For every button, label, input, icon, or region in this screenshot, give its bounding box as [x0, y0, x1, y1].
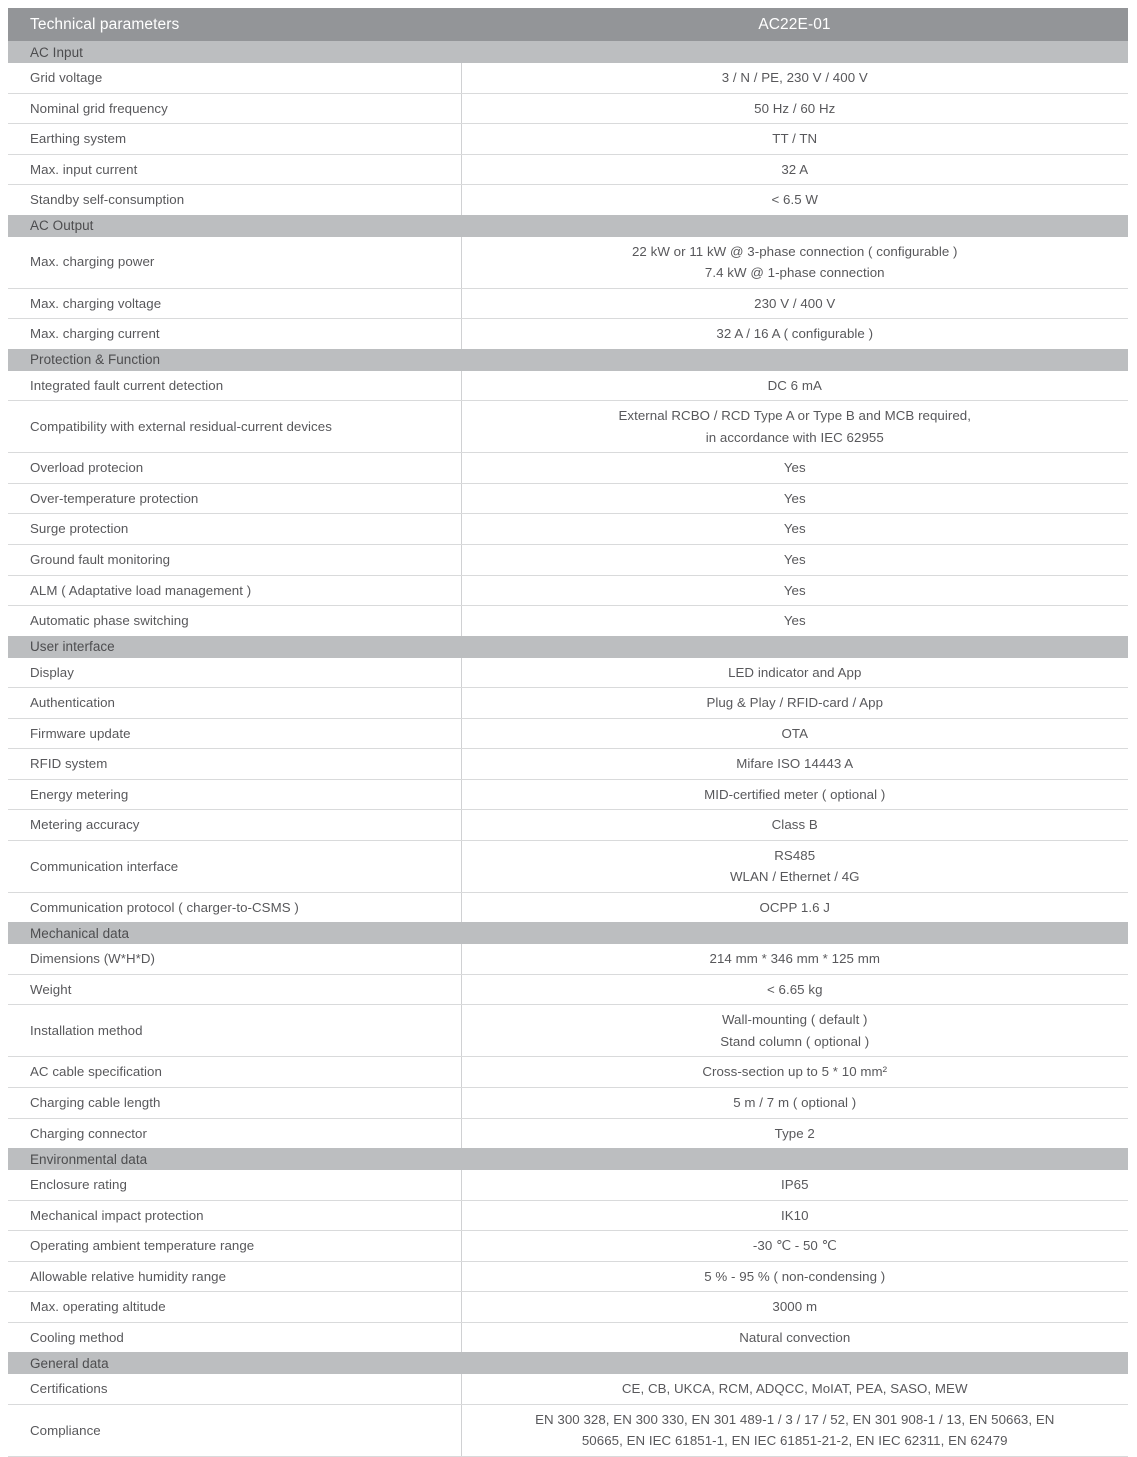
table-row — [8, 1322, 1128, 1352]
section-title: Mechanical data — [8, 922, 1128, 944]
section-header-row — [8, 922, 1128, 944]
value-cell: Yes — [461, 483, 1128, 514]
table-row — [8, 1231, 1128, 1262]
value-cell: < 6.65 kg — [461, 974, 1128, 1005]
value-line: 22 kW or 11 kW @ 3-phase connection ( configurable ) — [631, 243, 958, 259]
parameter-cell: Max. charging voltage — [8, 288, 461, 319]
table-row — [8, 658, 1128, 688]
value-cell: 5 m / 7 m ( optional ) — [461, 1088, 1128, 1119]
table-row — [8, 514, 1128, 545]
value-cell: Cross-section up to 5 * 10 mm² — [461, 1057, 1128, 1088]
header-parameter-label: Technical parameters — [8, 8, 461, 41]
table-row — [8, 718, 1128, 749]
value-cell: 3 / N / PE, 230 V / 400 V — [461, 63, 1128, 93]
value-line: Stand column ( optional ) — [720, 1033, 870, 1049]
parameter-cell: Energy metering — [8, 779, 461, 810]
value-cell — [461, 840, 1128, 892]
table-row — [8, 606, 1128, 636]
parameter-cell: Standby self-consumption — [8, 185, 461, 215]
parameter-cell: RFID system — [8, 749, 461, 780]
parameter-cell: Installation method — [8, 1005, 461, 1057]
parameter-cell: Max. charging power — [8, 237, 461, 289]
value-line: External RCBO / RCD Type A or Type B and MCB required, — [618, 408, 971, 424]
value-cell: OTA — [461, 718, 1128, 749]
value-cell: Yes — [783, 613, 806, 629]
value-line: WLAN / Ethernet / 4G — [729, 869, 860, 885]
table-row — [8, 319, 1128, 349]
value-line: EN 300 328, EN 300 330, EN 301 489-1 / 3 / 17 / 52, EN 301 908-1 / 13, EN 50663, EN — [535, 1411, 1055, 1427]
parameter-cell: Communication interface — [8, 840, 461, 892]
value-cell — [461, 237, 1128, 289]
value-line: 50665, EN IEC 61851-1, EN IEC 61851-21-2, EN IEC 62311, EN 62479 — [581, 1433, 1008, 1449]
parameter-cell: Enclosure rating — [8, 1170, 461, 1200]
section-title: AC Output — [8, 215, 1128, 237]
parameter-cell: Charging connector — [8, 1118, 461, 1148]
table-row — [8, 810, 1128, 841]
table-header-row — [8, 8, 1128, 41]
parameter-cell: Display — [8, 658, 461, 688]
value-line: in accordance with IEC 62955 — [705, 429, 884, 445]
value-cell: TT / TN — [461, 124, 1128, 155]
parameter-cell: Charging cable length — [8, 1088, 461, 1119]
section-title: General data — [8, 1352, 1128, 1374]
parameter-cell: Overload protecion — [8, 453, 461, 484]
value-cell: < 6.5 W — [771, 192, 819, 208]
table-row — [8, 483, 1128, 514]
table-row — [8, 1170, 1128, 1200]
value-line: RS485 — [774, 847, 816, 863]
value-cell: Plug & Play / RFID-card / App — [461, 688, 1128, 719]
section-header-row — [8, 1352, 1128, 1374]
parameter-cell: Max. input current — [8, 154, 461, 185]
parameter-cell: Metering accuracy — [8, 810, 461, 841]
value-cell: Class B — [461, 810, 1128, 841]
value-cell: 50 Hz / 60 Hz — [461, 93, 1128, 124]
parameter-cell: ALM ( Adaptative load management ) — [8, 575, 461, 606]
value-cell: LED indicator and App — [461, 658, 1128, 688]
table-row — [8, 1057, 1128, 1088]
table-row — [8, 1005, 1128, 1057]
parameter-cell: Firmware update — [8, 718, 461, 749]
section-header-row — [8, 349, 1128, 371]
table-row — [8, 779, 1128, 810]
parameter-cell: Max. operating altitude — [8, 1292, 461, 1323]
table-row — [8, 1404, 1128, 1456]
table-row — [8, 1374, 1128, 1404]
table-row — [8, 401, 1128, 453]
value-line: Wall-mounting ( default ) — [721, 1012, 868, 1028]
header-model-label: AC22E-01 — [461, 8, 1128, 41]
table-row — [8, 974, 1128, 1005]
parameter-cell: Max. charging current — [8, 319, 461, 349]
table-row — [8, 840, 1128, 892]
table-row — [8, 237, 1128, 289]
value-cell: 32 A / 16 A ( configurable ) — [716, 326, 874, 342]
value-cell: Natural convection — [739, 1329, 851, 1345]
table-row — [8, 749, 1128, 780]
value-cell: Yes — [461, 544, 1128, 575]
parameter-cell: Weight — [8, 974, 461, 1005]
table-row — [8, 93, 1128, 124]
section-header-row — [8, 1148, 1128, 1170]
table-row — [8, 944, 1128, 974]
parameter-cell: Operating ambient temperature range — [8, 1231, 461, 1262]
table-row — [8, 124, 1128, 155]
section-title: AC Input — [8, 41, 1128, 63]
value-cell: CE, CB, UKCA, RCM, ADQCC, MoIAT, PEA, SASO, MEW — [461, 1374, 1128, 1404]
section-header-row — [8, 41, 1128, 63]
value-cell — [461, 1404, 1128, 1456]
parameter-cell: Certifications — [8, 1374, 461, 1404]
table-row — [8, 288, 1128, 319]
table-row — [8, 1292, 1128, 1323]
value-cell: 230 V / 400 V — [461, 288, 1128, 319]
table-row — [8, 185, 1128, 215]
value-cell: 3000 m — [461, 1292, 1128, 1323]
parameter-cell: AC cable specification — [8, 1057, 461, 1088]
value-cell — [461, 1005, 1128, 1057]
value-cell: Yes — [461, 453, 1128, 484]
parameter-cell: Over-temperature protection — [8, 483, 461, 514]
value-line: 7.4 kW @ 1-phase connection — [704, 265, 885, 281]
parameter-cell: Allowable relative humidity range — [8, 1261, 461, 1292]
value-cell: 5 % - 95 % ( non-condensing ) — [461, 1261, 1128, 1292]
parameter-cell: Surge protection — [8, 514, 461, 545]
table-row — [8, 1118, 1128, 1148]
table-row — [8, 1200, 1128, 1231]
table-row — [8, 63, 1128, 93]
value-cell: IK10 — [461, 1200, 1128, 1231]
value-cell — [461, 401, 1128, 453]
parameter-cell: Grid voltage — [8, 63, 461, 93]
value-cell: Yes — [461, 514, 1128, 545]
table-row — [8, 575, 1128, 606]
parameter-cell: Cooling method — [8, 1322, 461, 1352]
parameter-cell: Compatibility with external residual-current devices — [8, 401, 461, 453]
technical-specifications-table — [8, 8, 1128, 1456]
parameter-cell: Integrated fault current detection — [8, 371, 461, 401]
table-row — [8, 453, 1128, 484]
parameter-cell: Earthing system — [8, 124, 461, 155]
value-cell: Mifare ISO 14443 A — [461, 749, 1128, 780]
table-row — [8, 1088, 1128, 1119]
parameter-cell: Compliance — [8, 1404, 461, 1456]
table-row — [8, 1261, 1128, 1292]
value-cell: IP65 — [461, 1170, 1128, 1200]
parameter-cell: Automatic phase switching — [8, 606, 461, 636]
section-header-row — [8, 215, 1128, 237]
value-cell: Type 2 — [774, 1125, 815, 1141]
parameter-cell: Dimensions (W*H*D) — [8, 944, 461, 974]
section-title: Protection & Function — [8, 349, 1128, 371]
value-cell: Yes — [461, 575, 1128, 606]
parameter-cell: Ground fault monitoring — [8, 544, 461, 575]
parameter-cell: Nominal grid frequency — [8, 93, 461, 124]
value-cell: 214 mm * 346 mm * 125 mm — [461, 944, 1128, 974]
section-header-row — [8, 636, 1128, 658]
table-row — [8, 154, 1128, 185]
table-row — [8, 688, 1128, 719]
parameter-cell: Mechanical impact protection — [8, 1200, 461, 1231]
value-cell: OCPP 1.6 J — [759, 899, 830, 915]
value-cell: 32 A — [461, 154, 1128, 185]
table-row — [8, 544, 1128, 575]
parameter-cell: Communication protocol ( charger-to-CSMS ) — [8, 892, 461, 922]
value-cell: DC 6 mA — [461, 371, 1128, 401]
value-cell: -30 ℃ - 50 ℃ — [461, 1231, 1128, 1262]
table-row — [8, 892, 1128, 922]
parameter-cell: Authentication — [8, 688, 461, 719]
value-cell: MID-certified meter ( optional ) — [461, 779, 1128, 810]
table-row — [8, 371, 1128, 401]
section-title: Environmental data — [8, 1148, 1128, 1170]
section-title: User interface — [8, 636, 1128, 658]
